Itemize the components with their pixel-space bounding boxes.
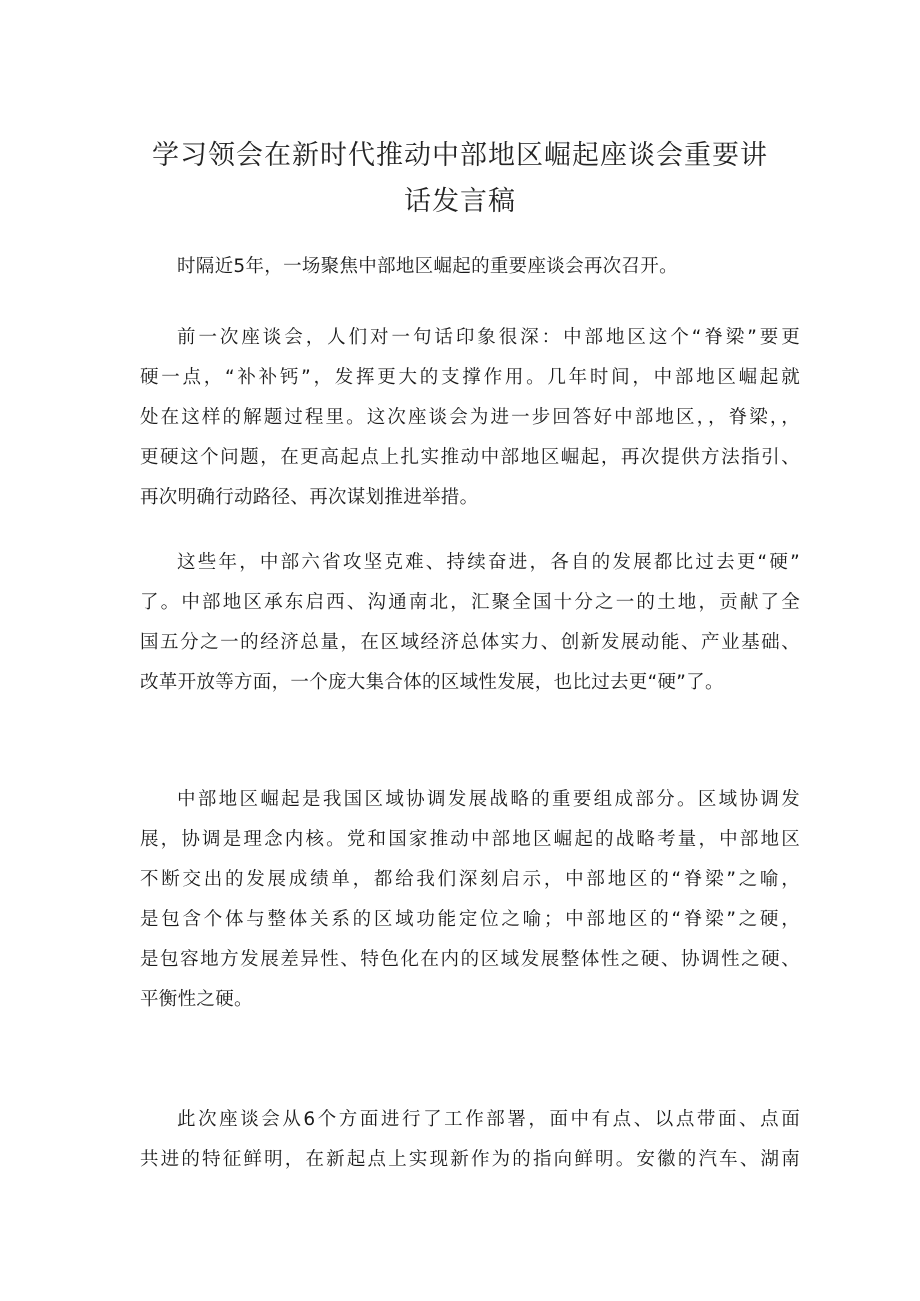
paragraph-5 — [140, 1100, 800, 1180]
paragraph-line: 前一次座谈会，人们对一句话印象很深：中部地区这个“脊梁”要更 — [177, 327, 800, 348]
paragraph-line: 共进的特征鲜明，在新起点上实现新作为的指向鲜明。安徽的汽车、湖南 — [140, 1149, 800, 1170]
paragraph-line: 平衡性之硬。 — [140, 989, 253, 1010]
paragraph-line: 是包含个体与整体关系的区域功能定位之喻；中部地区的“脊梁”之硬， — [140, 909, 800, 930]
title-line-2: 话发言稿 — [404, 186, 516, 217]
paragraph-line: 是包容地方发展差异性、特色化在内的区域发展整体性之硬、协调性之硬、 — [140, 949, 800, 970]
paragraph-line: 处在这样的解题过程里。这次座谈会为进一步回答好中部地区，，脊梁，， — [140, 407, 800, 428]
paragraph-3 — [140, 543, 800, 703]
paragraph-4 — [140, 780, 800, 1020]
paragraph-line: 硬一点，“补补钙”，发挥更大的支撑作用。几年时间，中部地区崛起就 — [140, 367, 800, 388]
document-title — [140, 133, 780, 225]
paragraph-line: 此次座谈会从6个方面进行了工作部署，面中有点、以点带面、点面 — [177, 1109, 800, 1130]
paragraph-line: 展，协调是理念内核。党和国家推动中部地区崛起的战略考量，中部地区 — [140, 829, 800, 850]
paragraph-2 — [140, 318, 800, 518]
paragraph-line: 了。中部地区承东启西、沟通南北，汇聚全国十分之一的土地，贡献了全 — [140, 592, 800, 613]
paragraph-line: 更硬这个问题，在更高起点上扎实推动中部地区崛起，再次提供方法指引、 — [140, 447, 800, 468]
paragraph-line: 国五分之一的经济总量，在区域经济总体实力、创新发展动能、产业基础、 — [140, 632, 800, 653]
paragraph-line: 中部地区崛起是我国区域协调发展战略的重要组成部分。区域协调发 — [177, 789, 800, 810]
paragraph-line: 这些年，中部六省攻坚克难、持续奋进，各自的发展都比过去更“硬” — [177, 552, 800, 573]
paragraph-line: 改革开放等方面，一个庞大集合体的区域性发展，也比过去更“硬”了。 — [140, 672, 724, 693]
paragraph-line: 再次明确行动路径、再次谋划推进举措。 — [140, 487, 479, 508]
title-line-1: 学习领会在新时代推动中部地区崛起座谈会重要讲 — [152, 140, 768, 171]
paragraph-line: 不断交出的发展成绩单，都给我们深刻启示，中部地区的“脊梁”之喻， — [140, 869, 800, 890]
paragraph-1 — [140, 247, 800, 287]
paragraph-line: 时隔近5年，一场聚焦中部地区崛起的重要座谈会再次召开。 — [177, 256, 678, 277]
